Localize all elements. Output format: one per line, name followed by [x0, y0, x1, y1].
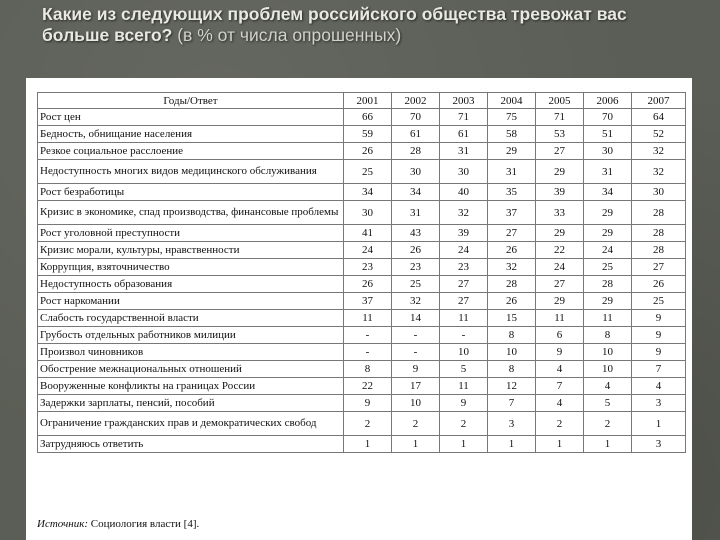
cell-value: -	[440, 327, 488, 344]
cell-value: 29	[536, 225, 584, 242]
cell-value: 28	[392, 143, 440, 160]
source-note	[37, 518, 199, 530]
cell-value: 30	[344, 201, 392, 225]
table-row	[38, 395, 686, 412]
cell-value: 39	[440, 225, 488, 242]
cell-value: 71	[440, 109, 488, 126]
cell-value: 9	[440, 395, 488, 412]
table-row	[38, 436, 686, 453]
row-label: Резкое социальное расслоение	[38, 143, 344, 160]
cell-value: 35	[488, 184, 536, 201]
table-row	[38, 378, 686, 395]
cell-value: 32	[632, 143, 686, 160]
cell-value: 64	[632, 109, 686, 126]
cell-value: 11	[344, 310, 392, 327]
cell-value: 7	[632, 361, 686, 378]
cell-value: 24	[584, 242, 632, 259]
row-label: Недоступность образования	[38, 276, 344, 293]
cell-value: 28	[488, 276, 536, 293]
cell-value: 28	[632, 242, 686, 259]
cell-value: 34	[344, 184, 392, 201]
row-label: Бедность, обнищание населения	[38, 126, 344, 143]
cell-value: 11	[440, 310, 488, 327]
cell-value: -	[344, 344, 392, 361]
source-text: Социология власти [4].	[88, 518, 200, 530]
cell-value: 59	[344, 126, 392, 143]
table-row	[38, 310, 686, 327]
cell-value: 71	[536, 109, 584, 126]
row-label: Недоступность многих видов медицинского обслуживания	[38, 160, 344, 184]
cell-value: 24	[440, 242, 488, 259]
cell-value: 37	[344, 293, 392, 310]
cell-value: 8	[488, 361, 536, 378]
cell-value: 29	[536, 160, 584, 184]
table-row	[38, 344, 686, 361]
cell-value: 33	[536, 201, 584, 225]
cell-value: 24	[536, 259, 584, 276]
table-row	[38, 201, 686, 225]
cell-value: 8	[344, 361, 392, 378]
cell-value: 6	[536, 327, 584, 344]
table-row	[38, 160, 686, 184]
cell-value: 32	[488, 259, 536, 276]
cell-value: -	[392, 344, 440, 361]
cell-value: 4	[536, 395, 584, 412]
table-row	[38, 126, 686, 143]
cell-value: 1	[536, 436, 584, 453]
cell-value: 75	[488, 109, 536, 126]
cell-value: 2	[536, 412, 584, 436]
cell-value: 9	[632, 344, 686, 361]
cell-value: 9	[536, 344, 584, 361]
cell-value: 10	[488, 344, 536, 361]
cell-value: 41	[344, 225, 392, 242]
row-label: Рост цен	[38, 109, 344, 126]
table-row	[38, 293, 686, 310]
cell-value: 26	[344, 143, 392, 160]
table-row	[38, 242, 686, 259]
survey-table	[37, 92, 686, 453]
cell-value: 5	[440, 361, 488, 378]
cell-value: 22	[344, 378, 392, 395]
cell-value: 14	[392, 310, 440, 327]
cell-value: 11	[536, 310, 584, 327]
cell-value: 1	[440, 436, 488, 453]
cell-value: 30	[632, 184, 686, 201]
cell-value: 17	[392, 378, 440, 395]
cell-value: 4	[584, 378, 632, 395]
cell-value: 37	[488, 201, 536, 225]
cell-value: 1	[584, 436, 632, 453]
row-label: Рост уголовной преступности	[38, 225, 344, 242]
table-row	[38, 327, 686, 344]
cell-value: 43	[392, 225, 440, 242]
row-label: Затрудняюсь ответить	[38, 436, 344, 453]
cell-value: 4	[536, 361, 584, 378]
cell-value: 28	[632, 225, 686, 242]
cell-value: 8	[488, 327, 536, 344]
cell-value: -	[392, 327, 440, 344]
cell-value: 23	[344, 259, 392, 276]
cell-value: 24	[344, 242, 392, 259]
row-label: Слабость государственной власти	[38, 310, 344, 327]
cell-value: 27	[440, 293, 488, 310]
cell-value: 7	[536, 378, 584, 395]
cell-value: 11	[440, 378, 488, 395]
year-header: 2006	[584, 93, 632, 109]
cell-value: 25	[392, 276, 440, 293]
cell-value: 28	[584, 276, 632, 293]
cell-value: 27	[440, 276, 488, 293]
cell-value: 32	[392, 293, 440, 310]
cell-value: 27	[536, 143, 584, 160]
cell-value: 2	[440, 412, 488, 436]
cell-value: 34	[584, 184, 632, 201]
cell-value: 25	[584, 259, 632, 276]
cell-value: 40	[440, 184, 488, 201]
cell-value: 28	[632, 201, 686, 225]
cell-value: 53	[536, 126, 584, 143]
cell-value: 10	[584, 344, 632, 361]
cell-value: 31	[392, 201, 440, 225]
slide-title	[42, 4, 692, 46]
cell-value: 61	[392, 126, 440, 143]
cell-value: 29	[584, 293, 632, 310]
cell-value: 1	[392, 436, 440, 453]
row-label: Рост безработицы	[38, 184, 344, 201]
year-header: 2002	[392, 93, 440, 109]
row-label: Вооруженные конфликты на границах России	[38, 378, 344, 395]
document-page	[26, 78, 692, 540]
cell-value: 31	[584, 160, 632, 184]
cell-value: 66	[344, 109, 392, 126]
cell-value: 5	[584, 395, 632, 412]
cell-value: 3	[488, 412, 536, 436]
cell-value: 29	[488, 143, 536, 160]
cell-value: 9	[632, 327, 686, 344]
row-label: Грубость отдельных работников милиции	[38, 327, 344, 344]
cell-value: 26	[632, 276, 686, 293]
cell-value: 22	[536, 242, 584, 259]
cell-value: 9	[392, 361, 440, 378]
row-label: Кризис морали, культуры, нравственности	[38, 242, 344, 259]
year-header: 2003	[440, 93, 488, 109]
row-label: Задержки зарплаты, пенсий, пособий	[38, 395, 344, 412]
cell-value: 4	[632, 378, 686, 395]
cell-value: 7	[488, 395, 536, 412]
table-row	[38, 225, 686, 242]
row-label: Обострение межнациональных отношений	[38, 361, 344, 378]
year-header: 2004	[488, 93, 536, 109]
cell-value: 27	[488, 225, 536, 242]
cell-value: 26	[488, 293, 536, 310]
cell-value: 11	[584, 310, 632, 327]
cell-value: 10	[440, 344, 488, 361]
cell-value: 10	[584, 361, 632, 378]
header-label: Годы/Ответ	[38, 93, 344, 109]
cell-value: 70	[584, 109, 632, 126]
row-label: Коррупция, взяточничество	[38, 259, 344, 276]
cell-value: 70	[392, 109, 440, 126]
cell-value: 27	[536, 276, 584, 293]
table-row	[38, 143, 686, 160]
table-row	[38, 412, 686, 436]
slide-title-main: Какие из следующих проблем российского общества тревожат вас больше всего?	[42, 4, 627, 45]
table-row	[38, 184, 686, 201]
cell-value: 12	[488, 378, 536, 395]
cell-value: 2	[392, 412, 440, 436]
cell-value: 9	[632, 310, 686, 327]
table-header-row	[38, 93, 686, 109]
cell-value: 25	[632, 293, 686, 310]
cell-value: 26	[392, 242, 440, 259]
row-label: Ограничение гражданских прав и демократических свобод	[38, 412, 344, 436]
cell-value: 29	[584, 201, 632, 225]
cell-value: 52	[632, 126, 686, 143]
row-label: Кризис в экономике, спад производства, финансовые проблемы	[38, 201, 344, 225]
row-label: Рост наркомании	[38, 293, 344, 310]
cell-value: 1	[488, 436, 536, 453]
cell-value: 30	[392, 160, 440, 184]
cell-value: 26	[488, 242, 536, 259]
table-row	[38, 276, 686, 293]
cell-value: 3	[632, 395, 686, 412]
cell-value: 31	[488, 160, 536, 184]
cell-value: 2	[344, 412, 392, 436]
cell-value: 1	[344, 436, 392, 453]
cell-value: 8	[584, 327, 632, 344]
cell-value: 10	[392, 395, 440, 412]
table-row	[38, 109, 686, 126]
cell-value: 27	[632, 259, 686, 276]
cell-value: 25	[344, 160, 392, 184]
cell-value: 15	[488, 310, 536, 327]
cell-value: 31	[440, 143, 488, 160]
cell-value: 1	[632, 412, 686, 436]
cell-value: 32	[440, 201, 488, 225]
table-row	[38, 259, 686, 276]
cell-value: 26	[344, 276, 392, 293]
source-prefix: Источник:	[37, 518, 88, 530]
year-header: 2001	[344, 93, 392, 109]
cell-value: 58	[488, 126, 536, 143]
cell-value: -	[344, 327, 392, 344]
cell-value: 23	[440, 259, 488, 276]
cell-value: 29	[584, 225, 632, 242]
cell-value: 39	[536, 184, 584, 201]
cell-value: 32	[632, 160, 686, 184]
table-body	[38, 109, 686, 453]
cell-value: 61	[440, 126, 488, 143]
cell-value: 34	[392, 184, 440, 201]
cell-value: 30	[440, 160, 488, 184]
cell-value: 23	[392, 259, 440, 276]
cell-value: 30	[584, 143, 632, 160]
year-header: 2005	[536, 93, 584, 109]
slide-title-sub: (в % от числа опрошенных)	[177, 25, 402, 45]
cell-value: 29	[536, 293, 584, 310]
cell-value: 9	[344, 395, 392, 412]
year-header: 2007	[632, 93, 686, 109]
row-label: Произвол чиновников	[38, 344, 344, 361]
table-row	[38, 361, 686, 378]
cell-value: 2	[584, 412, 632, 436]
cell-value: 51	[584, 126, 632, 143]
cell-value: 3	[632, 436, 686, 453]
